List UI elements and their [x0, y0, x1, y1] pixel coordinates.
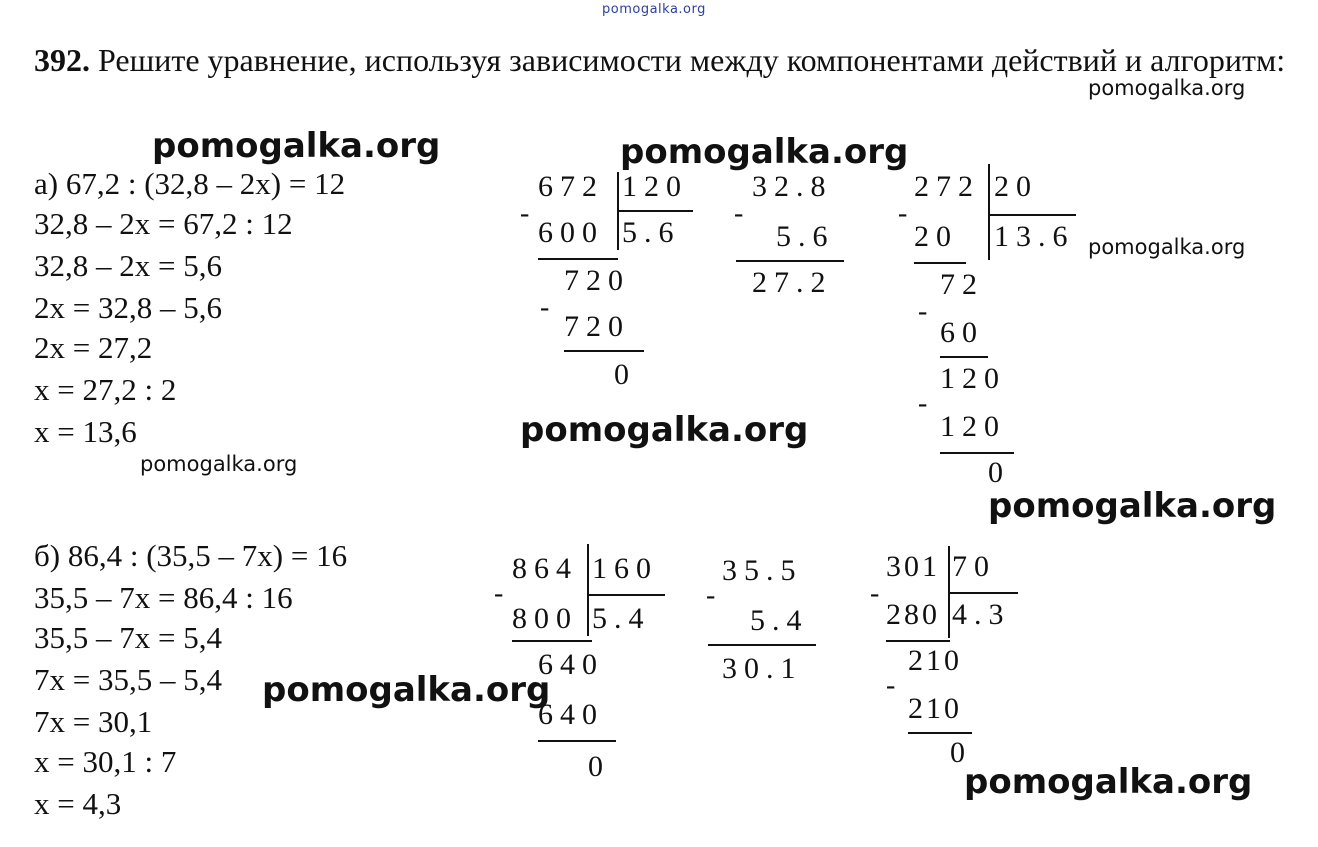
watermark: pomogalka.org: [620, 132, 909, 172]
underline: [538, 258, 618, 260]
task-title: [34, 40, 1304, 80]
minuend: 32.8: [752, 170, 833, 203]
minus-sign: -: [706, 580, 716, 611]
watermark: pomogalka.org: [988, 486, 1277, 526]
divisor: 20: [994, 170, 1038, 203]
minus-sign: -: [886, 670, 896, 701]
minus-sign: -: [540, 292, 550, 323]
division-bar: [988, 164, 990, 260]
equation-line: x = 4,3: [34, 786, 122, 821]
subtrahend: 800: [512, 602, 578, 635]
watermark: pomogalka.org: [152, 126, 441, 166]
quotient: 4.3: [952, 598, 1011, 631]
underline: [736, 260, 844, 262]
remainder: 0: [614, 358, 636, 391]
equation-line: 2x = 27,2: [34, 330, 153, 365]
difference: 27.2: [752, 266, 833, 299]
subtrahend: 60: [940, 316, 984, 349]
divisor: 120: [622, 170, 688, 203]
equation-line: 32,8 – 2x = 67,2 : 12: [34, 206, 293, 241]
minus-sign: -: [734, 198, 744, 229]
equation-line: x = 30,1 : 7: [34, 744, 177, 779]
equation-line: 35,5 – 7x = 5,4: [34, 620, 222, 655]
subtrahend: 120: [940, 410, 1006, 443]
subtrahend: 280: [886, 598, 940, 631]
underline: [708, 644, 816, 646]
minus-sign: -: [918, 388, 928, 419]
underline: [512, 640, 592, 642]
equation-line: б) 86,4 : (35,5 – 7x) = 16: [34, 538, 348, 573]
division-line: [617, 210, 693, 212]
underline: [564, 350, 644, 352]
minus-sign: -: [494, 578, 504, 609]
dividend: 672: [538, 170, 604, 203]
equation-line: 7x = 35,5 – 5,4: [34, 662, 222, 697]
division-line: [988, 214, 1076, 216]
remainder: 0: [588, 750, 610, 783]
equation-line: 7x = 30,1: [34, 704, 153, 739]
subtrahend: 5.4: [750, 604, 809, 637]
equation-line: 2x = 32,8 – 5,6: [34, 290, 222, 325]
divisor: 70: [952, 550, 996, 583]
division-bar: [587, 544, 589, 636]
equation-line: x = 13,6: [34, 414, 137, 449]
underline: [538, 740, 616, 742]
watermark: pomogalka.org: [1088, 76, 1246, 100]
underline: [908, 732, 972, 734]
equation-line: 32,8 – 2x = 5,6: [34, 248, 222, 283]
remainder: 72: [940, 268, 984, 301]
top-watermark: pomogalka.org: [602, 2, 706, 17]
minus-sign: -: [918, 296, 928, 327]
watermark: pomogalka.org: [964, 762, 1253, 802]
task-text: Решите уравнение, используя зависимости между компонентами действий и алгоритм:: [98, 42, 1286, 78]
subtrahend: 720: [564, 310, 630, 343]
underline: [940, 356, 988, 358]
subtrahend: 5.6: [776, 220, 835, 253]
division-line: [587, 594, 665, 596]
remainder: 640: [538, 648, 604, 681]
equation-line: 35,5 – 7x = 86,4 : 16: [34, 580, 293, 615]
quotient: 13.6: [994, 220, 1075, 253]
remainder: 0: [988, 456, 1010, 489]
division-line: [948, 592, 1018, 594]
subtrahend: 20: [914, 220, 958, 253]
minuend: 35.5: [722, 554, 803, 587]
quotient: 5.6: [622, 216, 681, 249]
minus-sign: -: [870, 578, 880, 609]
remainder: 0: [950, 736, 972, 769]
watermark: pomogalka.org: [262, 670, 551, 710]
subtrahend: 210: [908, 692, 962, 725]
underline: [886, 640, 950, 642]
subtrahend: 600: [538, 216, 604, 249]
minus-sign: -: [520, 198, 530, 229]
watermark: pomogalka.org: [1088, 235, 1246, 259]
underline: [940, 452, 1014, 454]
subtrahend: 640: [538, 698, 604, 731]
watermark: pomogalka.org: [140, 452, 298, 476]
minus-sign: -: [898, 198, 908, 229]
difference: 30.1: [722, 652, 803, 685]
watermark: pomogalka.org: [520, 410, 809, 450]
dividend: 272: [914, 170, 980, 203]
remainder: 210: [908, 644, 962, 677]
underline: [914, 262, 966, 264]
dividend: 864: [512, 552, 578, 585]
task-number: 392.: [34, 42, 90, 78]
dividend: 301: [886, 550, 940, 583]
divisor: 160: [592, 552, 658, 585]
equation-line: x = 27,2 : 2: [34, 372, 177, 407]
quotient: 5.4: [592, 602, 651, 635]
equation-line: а) 67,2 : (32,8 – 2x) = 12: [34, 166, 346, 201]
remainder: 720: [564, 264, 630, 297]
remainder: 120: [940, 362, 1006, 395]
